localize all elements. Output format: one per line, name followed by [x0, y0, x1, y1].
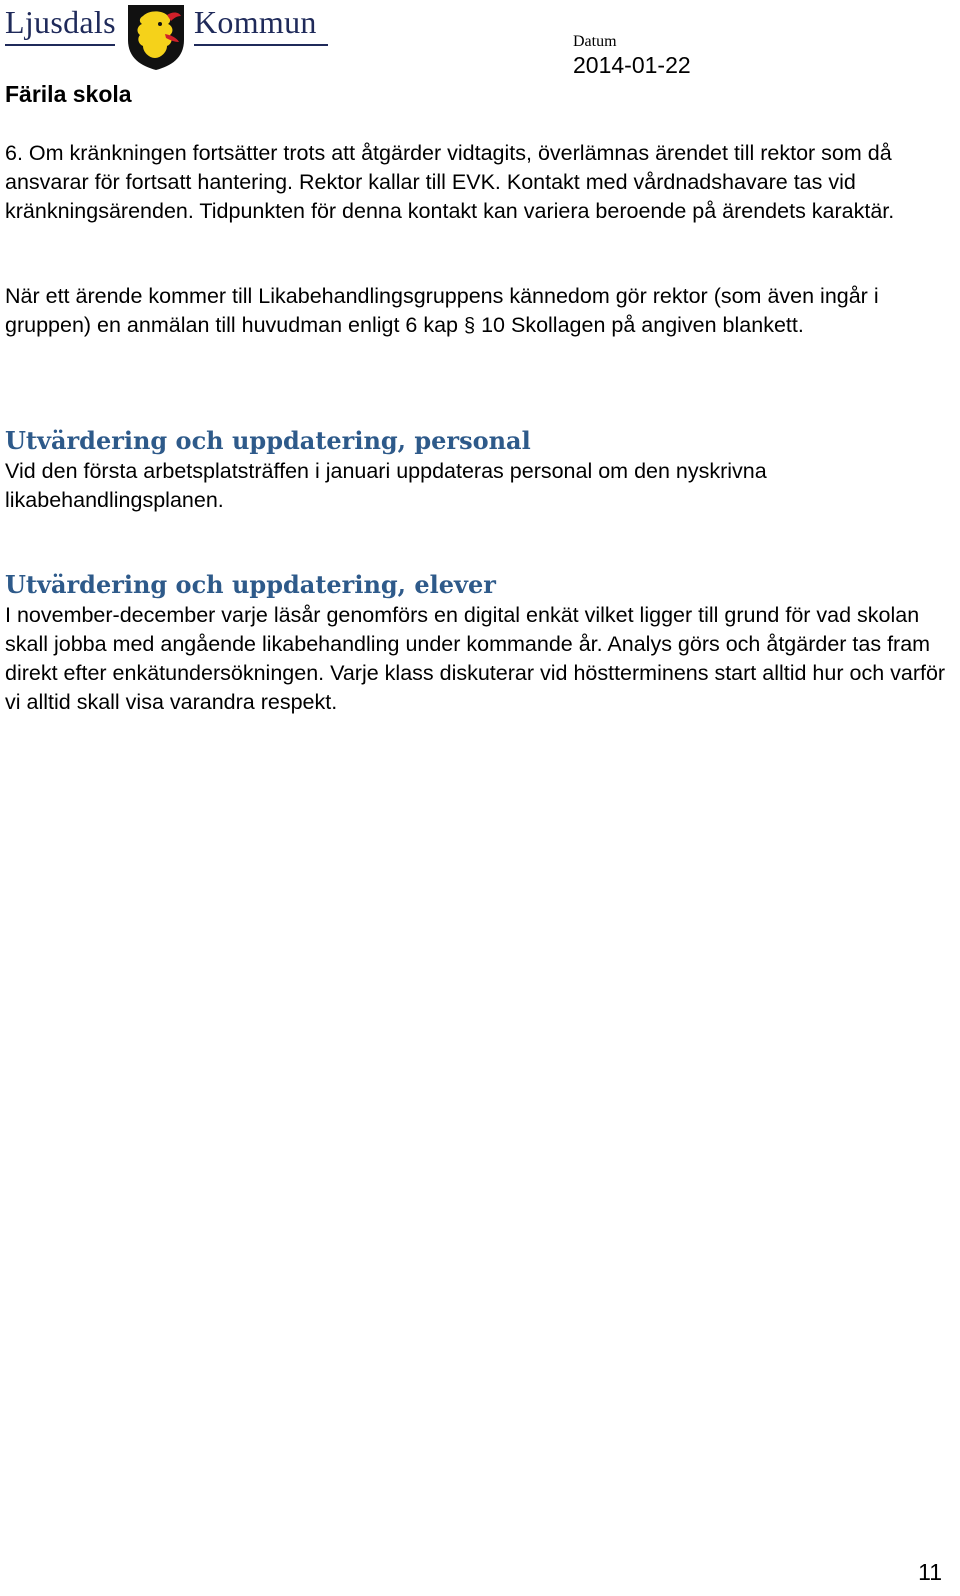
- date-value: 2014-01-22: [573, 52, 691, 78]
- date-label: Datum: [573, 33, 617, 50]
- document-body: [5, 139, 955, 717]
- paragraph-report: [5, 282, 955, 341]
- school-name: Färila skola: [5, 81, 132, 107]
- paragraph-escalation: 6. Om kränkningen fortsätter trots att åtgärder vidtagits, överlämnas ärendet till rektor som då ansvarar för fortsatt hantering. Rektor kallar till EVK. Kontakt med vårdnadshavare tas vid kränkningsärenden. Tidpunkten för denna kontakt kan variera beroende på ärendets karaktär.: [5, 141, 895, 223]
- paragraph-evaluation-students: I november-december varje läsår genomförs en digital enkät vilket ligger till grund för vad skolan skall jobba med angående likabehandling under kommande år. Analys görs och åtgärder tas fram direkt efter enkätundersökningen. Varje klass diskuterar vid höstterminens start alltid hur och varför vi alltid skall visa varandra respekt.: [5, 603, 946, 714]
- spacer: [5, 226, 955, 282]
- section-sign: §: [463, 315, 476, 337]
- heading-evaluation-staff: Utvärdering och uppdatering, personal: [5, 426, 531, 455]
- logo-underline-left: [5, 44, 115, 46]
- logo-underline-right: [194, 44, 328, 46]
- paragraph-evaluation-staff: Vid den första arbetsplatsträffen i januari uppdateras personal om den nyskrivna likabehandlingsplanen.: [5, 459, 767, 512]
- page-number: 11: [918, 1559, 942, 1585]
- spacer: [5, 341, 955, 425]
- document-header: [0, 0, 960, 120]
- paragraph-report-text-end: 10 Skollagen på angiven blankett.: [481, 313, 804, 337]
- municipal-crest-icon: [125, 2, 187, 72]
- spacer: [5, 515, 955, 569]
- heading-evaluation-students: Utvärdering och uppdatering, elever: [5, 570, 496, 599]
- paragraph-report-text-start: När ett ärende kommer till Likabehandlingsgruppens kännedom gör rektor (som även ingår i gruppen) en anmälan till huvudman enligt 6 kap: [5, 284, 879, 337]
- logo-text-ljusdals: Ljusdals: [5, 4, 116, 40]
- logo-text-kommun: Kommun: [194, 4, 317, 40]
